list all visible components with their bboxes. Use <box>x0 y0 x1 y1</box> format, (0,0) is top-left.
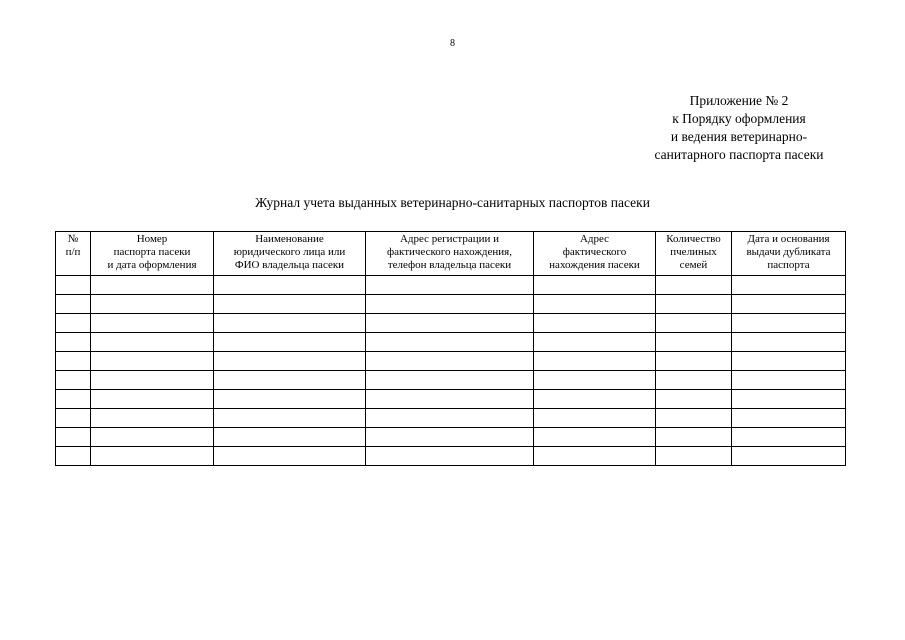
table-cell <box>732 447 846 466</box>
table-cell <box>214 371 366 390</box>
table-cell <box>366 428 534 447</box>
table-cell <box>56 333 91 352</box>
header-line: Адрес <box>579 233 610 245</box>
table-cell <box>534 276 656 295</box>
table-cell <box>656 428 732 447</box>
header-line: Наименование <box>255 233 324 245</box>
table-cell <box>91 371 214 390</box>
table-cell <box>214 314 366 333</box>
header-line: нахождения пасеки <box>549 259 640 271</box>
table-cell <box>214 409 366 428</box>
table-cell <box>366 371 534 390</box>
journal-body <box>56 276 846 466</box>
table-cell <box>214 352 366 371</box>
header-line: Дата и основания <box>747 233 830 245</box>
header-line: фактического нахождения, <box>387 246 512 258</box>
table-cell <box>534 333 656 352</box>
column-header-colony-count <box>656 232 732 276</box>
header-line: выдачи дубликата <box>746 246 831 258</box>
header-row <box>56 232 846 276</box>
table-cell <box>91 428 214 447</box>
table-cell <box>91 352 214 371</box>
table-cell <box>534 371 656 390</box>
table-cell <box>56 390 91 409</box>
table-cell <box>56 352 91 371</box>
column-header-number <box>56 232 91 276</box>
table-cell <box>732 276 846 295</box>
header-line: телефон владельца пасеки <box>387 259 512 271</box>
column-header-apiary-address <box>534 232 656 276</box>
table-cell <box>56 409 91 428</box>
table-cell <box>366 295 534 314</box>
table-cell <box>732 390 846 409</box>
table-cell <box>214 295 366 314</box>
column-header-owner-address <box>366 232 534 276</box>
header-line: № <box>67 233 79 245</box>
table-cell <box>56 276 91 295</box>
table-cell <box>366 409 534 428</box>
table-row <box>56 409 846 428</box>
table-cell <box>91 314 214 333</box>
table-cell <box>214 390 366 409</box>
header-line: и дата оформления <box>107 259 197 271</box>
table-cell <box>56 371 91 390</box>
table-cell <box>534 390 656 409</box>
table-cell <box>56 295 91 314</box>
table-row <box>56 390 846 409</box>
table-cell <box>91 333 214 352</box>
appendix-line: санитарного паспорта пасеки <box>654 147 824 162</box>
header-line: семей <box>679 259 708 271</box>
table-cell <box>732 409 846 428</box>
table-cell <box>656 276 732 295</box>
table-cell <box>534 314 656 333</box>
table-cell <box>214 333 366 352</box>
header-line: Количество <box>666 233 721 245</box>
header-line: п/п <box>65 246 81 258</box>
table-cell <box>534 447 656 466</box>
appendix-line: к Порядку оформления <box>672 111 806 126</box>
table-row <box>56 295 846 314</box>
table-cell <box>366 390 534 409</box>
table-cell <box>91 447 214 466</box>
table-row <box>56 428 846 447</box>
table-cell <box>91 390 214 409</box>
table-cell <box>656 371 732 390</box>
table-cell <box>366 333 534 352</box>
journal-title: Журнал учета выданных ветеринарно-санитарных паспортов пасеки <box>255 195 650 210</box>
table-cell <box>656 314 732 333</box>
header-line: паспорта пасеки <box>113 246 191 258</box>
table-row <box>56 352 846 371</box>
table-cell <box>534 428 656 447</box>
table-row <box>56 447 846 466</box>
table-cell <box>56 314 91 333</box>
header-line: юридического лица или <box>233 246 346 258</box>
column-header-passport-number <box>91 232 214 276</box>
table-cell <box>91 276 214 295</box>
table-row <box>56 333 846 352</box>
appendix-line: и ведения ветеринарно- <box>670 129 808 144</box>
table-cell <box>366 447 534 466</box>
table-cell <box>56 447 91 466</box>
table-cell <box>732 314 846 333</box>
table-row <box>56 371 846 390</box>
header-line: Адрес регистрации и <box>399 233 500 245</box>
table-cell <box>656 295 732 314</box>
table-cell <box>732 428 846 447</box>
page-number: 8 <box>450 38 455 49</box>
appendix-note <box>600 92 878 164</box>
table-cell <box>732 371 846 390</box>
column-header-owner-name <box>214 232 366 276</box>
table-cell <box>732 333 846 352</box>
table-cell <box>214 428 366 447</box>
header-line: ФИО владельца пасеки <box>234 259 345 271</box>
table-cell <box>656 390 732 409</box>
table-cell <box>214 276 366 295</box>
table-row <box>56 276 846 295</box>
table-cell <box>656 409 732 428</box>
header-line: пчелиных <box>670 246 717 258</box>
table-cell <box>366 314 534 333</box>
appendix-line: Приложение № 2 <box>689 93 789 108</box>
table-cell <box>656 352 732 371</box>
header-line: фактического <box>562 246 627 258</box>
table-cell <box>534 295 656 314</box>
table-cell <box>732 352 846 371</box>
table-cell <box>534 409 656 428</box>
table-cell <box>366 276 534 295</box>
table-cell <box>91 295 214 314</box>
table-cell <box>56 428 91 447</box>
header-line: паспорта <box>767 259 810 271</box>
table-cell <box>732 295 846 314</box>
table-row <box>56 314 846 333</box>
column-header-duplicate-info <box>732 232 846 276</box>
table-cell <box>366 352 534 371</box>
table-cell <box>534 352 656 371</box>
table-cell <box>91 409 214 428</box>
header-line: Номер <box>136 233 168 245</box>
table-cell <box>656 333 732 352</box>
table-cell <box>656 447 732 466</box>
journal-table <box>55 231 846 466</box>
table-cell <box>214 447 366 466</box>
